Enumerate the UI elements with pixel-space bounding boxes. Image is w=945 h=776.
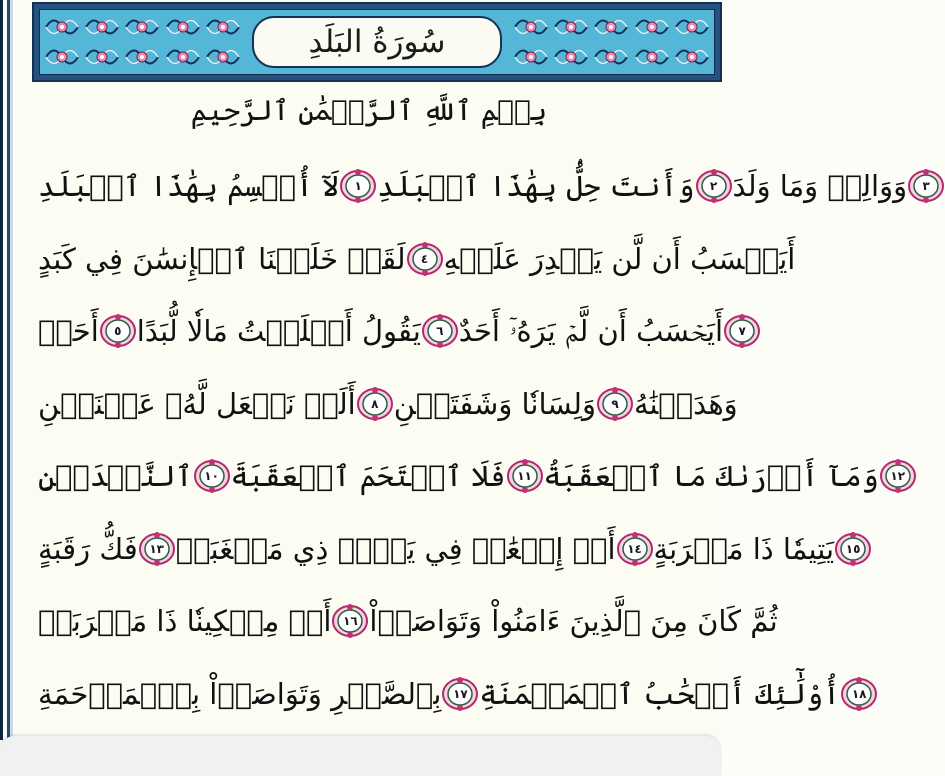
ayah-number-marker[interactable] <box>406 242 444 276</box>
floral-ornament-icon <box>40 10 245 74</box>
ayah-number-marker[interactable] <box>421 314 459 348</box>
ayah-text[interactable]: وَمَآ أَدۡرَىٰكَ مَا ٱلۡعَقَبَةُ <box>543 459 879 494</box>
ayah-text[interactable]: ٱلنَّجۡدَيۡنِ <box>38 459 193 494</box>
ayah-number: ١٢ <box>890 469 906 484</box>
ayah-number: ١٧ <box>453 686 468 701</box>
ayah-text[interactable]: وَلِسَانٗا وَشَفَتَيۡنِ <box>393 386 596 421</box>
ayah-number-marker[interactable] <box>695 169 733 203</box>
ayah-number: ٧ <box>738 324 746 339</box>
ayah-number: ١١ <box>517 469 532 484</box>
ayah-number: ٦ <box>436 324 444 339</box>
floral-ornament-icon <box>513 12 549 42</box>
page-binding-edge <box>0 0 18 740</box>
ayah-text[interactable]: وَهَدَيۡنَٰهُ <box>634 386 738 421</box>
ayah-text[interactable]: أَيَحۡسَبُ أَن لَّن يَقۡدِرَ عَلَيۡهِ <box>443 241 796 276</box>
ayah-text[interactable]: أَوۡ مِسۡكِينٗا ذَا مَتۡرَبَةٖ <box>38 604 332 639</box>
ayah-text[interactable]: يَتِيمٗا ذَا مَقۡرَبَةٍ <box>653 531 835 566</box>
ayah-line <box>38 295 746 368</box>
ayah-number: ٥ <box>114 324 122 339</box>
ayah-number: ١٨ <box>851 686 867 701</box>
ayah-text[interactable]: وَأَنتَ حِلُّۢ بِهَٰذَا ٱلۡبَلَدِ <box>377 169 695 204</box>
floral-ornament-icon <box>674 42 710 72</box>
ayah-number-marker[interactable] <box>907 169 945 203</box>
ayah-number-marker[interactable] <box>138 532 176 566</box>
floral-ornament-icon <box>124 12 160 42</box>
ayah-number-marker[interactable] <box>879 459 917 493</box>
ayah-text[interactable]: أَوۡ إِطۡعَٰمٞ فِي يَوۡمٖ ذِي مَسۡغَبَةٖ <box>175 531 616 566</box>
surah-header-panel <box>39 9 715 75</box>
ayah-number-marker[interactable] <box>834 532 872 566</box>
ayah-number: ٢ <box>709 179 718 194</box>
ayah-number-marker[interactable] <box>99 314 137 348</box>
floral-ornament-icon <box>553 42 589 72</box>
ayah-number: ٩ <box>611 396 619 411</box>
ayah-number-marker[interactable] <box>723 314 761 348</box>
floral-ornament-icon <box>205 12 241 42</box>
ayah-number-marker[interactable] <box>840 677 878 711</box>
ayah-text[interactable]: فَكُّ رَقَبَةٍ <box>38 531 138 566</box>
floral-ornament-icon <box>513 42 549 72</box>
ayah-number-marker[interactable] <box>193 459 231 493</box>
ayah-number-marker[interactable] <box>339 169 377 203</box>
floral-ornament-icon <box>634 12 670 42</box>
ayah-line <box>38 368 738 441</box>
ayah-text[interactable]: أُوْلَٰٓئِكَ أَصۡحَٰبُ ٱلۡمَيۡمَنَةِ <box>479 676 841 711</box>
surah-title-plate <box>252 16 502 68</box>
ayah-number-marker[interactable] <box>441 677 479 711</box>
ayah-text[interactable]: أَيَحۡسَبُ أَن لَّمۡ يَرَهُۥٓ أَحَدٌ <box>458 313 724 348</box>
ayah-text[interactable]: أَلَمۡ نَجۡعَل لَّهُۥ عَيۡنَيۡنِ <box>38 386 356 421</box>
ayah-line <box>38 658 867 731</box>
ayah-text[interactable]: لَقَدۡ خَلَقۡنَا ٱلۡإِنسَٰنَ فِي كَبَدٍ <box>38 241 406 276</box>
floral-ornament-icon <box>674 12 710 42</box>
ayah-text[interactable]: فَلَا ٱقۡتَحَمَ ٱلۡعَقَبَةَ <box>230 459 506 494</box>
ayah-number: ١٦ <box>343 614 358 629</box>
ayah-text[interactable]: أَحَدٞ <box>38 314 99 349</box>
ayah-number: ١ <box>354 179 362 194</box>
ayah-number: ١٣ <box>149 541 165 556</box>
surah-title: سُورَةُ البَلَدِ <box>308 24 446 60</box>
floral-ornament-icon <box>84 12 120 42</box>
floral-ornament-icon <box>84 42 120 72</box>
floral-ornament-icon <box>44 12 80 42</box>
ayah-number: ٣ <box>922 179 930 194</box>
ayah-line <box>38 223 796 296</box>
ayah-number: ٤ <box>420 251 429 266</box>
ayah-number-marker[interactable] <box>616 532 654 566</box>
floral-ornament-icon <box>593 42 629 72</box>
floral-ornament-icon <box>124 42 160 72</box>
ayah-text[interactable]: ثُمَّ كَانَ مِنَ ٱلَّذِينَ ءَامَنُواْ وَتَوَاصَوۡاْ <box>369 604 778 639</box>
ayah-line <box>38 150 930 223</box>
ayah-number-marker[interactable] <box>331 604 369 638</box>
ayah-line <box>38 440 906 513</box>
ayah-lines <box>38 150 930 730</box>
floral-ornament-icon <box>553 12 589 42</box>
ayah-text[interactable]: بِٱلصَّبۡرِ وَتَوَاصَوۡاْ بِٱلۡمَرۡحَمَةِ <box>38 676 442 711</box>
floral-ornament-icon <box>165 42 201 72</box>
surah-header-frame <box>32 2 722 82</box>
mushaf-page <box>18 0 930 740</box>
ayah-number-marker[interactable] <box>356 387 394 421</box>
ayah-number: ٨ <box>371 396 379 411</box>
ayah-text[interactable]: لَآ أُقۡسِمُ بِهَٰذَا ٱلۡبَلَدِ <box>38 169 340 204</box>
ayah-number-marker[interactable] <box>506 459 544 493</box>
floral-ornament-icon <box>593 12 629 42</box>
ayah-number: ١٥ <box>845 541 861 556</box>
ayah-number-marker[interactable] <box>596 387 634 421</box>
floral-ornament-icon <box>44 42 80 72</box>
ayah-text[interactable]: يَقُولُ أَهۡلَكۡتُ مَالٗا لُّبَدًا <box>136 314 421 349</box>
floral-ornament-icon <box>205 42 241 72</box>
bottom-sheet-handle[interactable] <box>0 736 720 776</box>
ayah-number: ١٠ <box>204 469 219 484</box>
basmala: بِسۡمِ ٱللَّهِ ٱلرَّحۡمَٰنِ ٱلرَّحِيمِ <box>190 94 548 127</box>
ayah-text[interactable]: وَوَالِدٖ وَمَا وَلَدَ <box>732 169 908 204</box>
ayah-line <box>38 585 778 658</box>
floral-ornament-icon <box>509 10 714 74</box>
ayah-number: ١٤ <box>627 541 642 556</box>
floral-ornament-icon <box>165 12 201 42</box>
ayah-line <box>38 513 861 586</box>
floral-ornament-icon <box>634 42 670 72</box>
